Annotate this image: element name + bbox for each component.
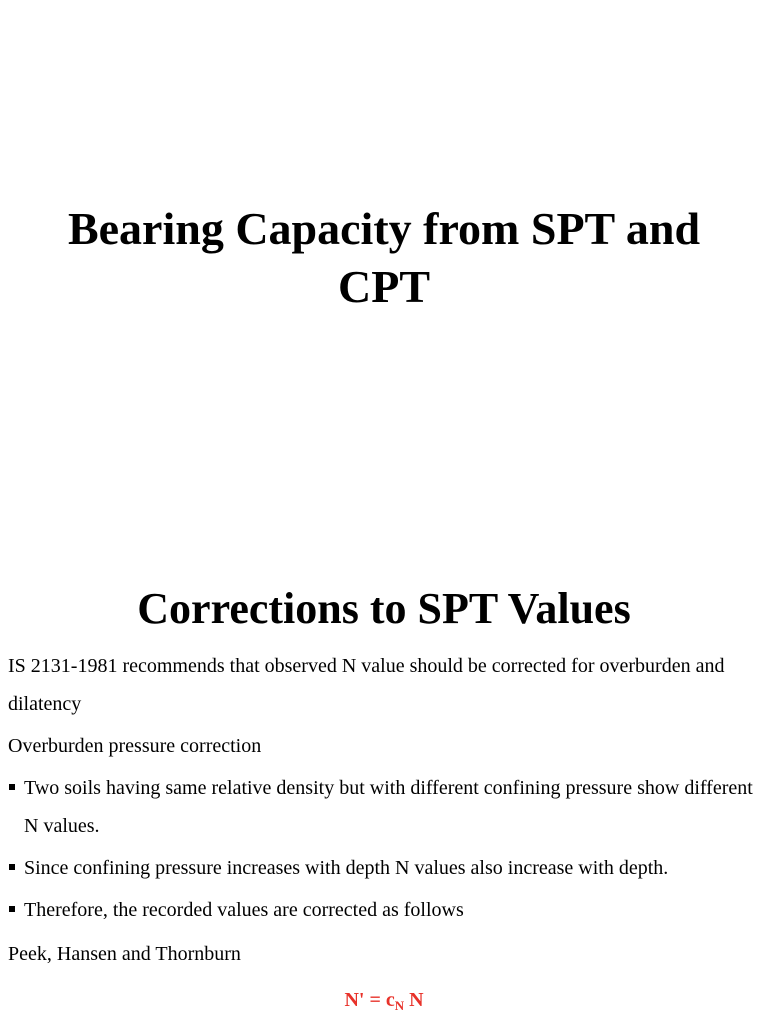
formula-subscript: N xyxy=(394,998,405,1013)
square-bullet-icon xyxy=(9,864,15,870)
bullet-item xyxy=(8,849,758,887)
bullet-text: Since confining pressure increases with depth N values also increase with depth. xyxy=(24,857,669,879)
formula-lhs: N' = c xyxy=(344,989,395,1011)
square-bullet-icon xyxy=(9,906,15,912)
bullet-item xyxy=(8,769,758,845)
formula-rhs: N xyxy=(404,989,424,1011)
bullet-text: Two soils having same relative density but with different confining pressure show different N values. xyxy=(24,777,753,837)
slide-title-line-1: Bearing Capacity from SPT and xyxy=(67,203,701,254)
square-bullet-icon xyxy=(9,784,15,790)
method-text: Peek, Hansen and Thornburn xyxy=(8,943,241,965)
bullet-item xyxy=(8,891,758,929)
intro-paragraph: IS 2131-1981 recommends that observed N value should be corrected for overburden and dilatency xyxy=(8,655,725,715)
subheading-text: Overburden pressure correction xyxy=(8,735,262,757)
slide-title-line-2: CPT xyxy=(338,261,430,312)
section-heading: Corrections to SPT Values xyxy=(137,584,631,633)
bullet-list xyxy=(8,769,758,933)
correction-formula xyxy=(0,981,768,1025)
slide-title xyxy=(0,200,768,316)
bullet-text: Therefore, the recorded values are corrected as follows xyxy=(24,899,464,921)
